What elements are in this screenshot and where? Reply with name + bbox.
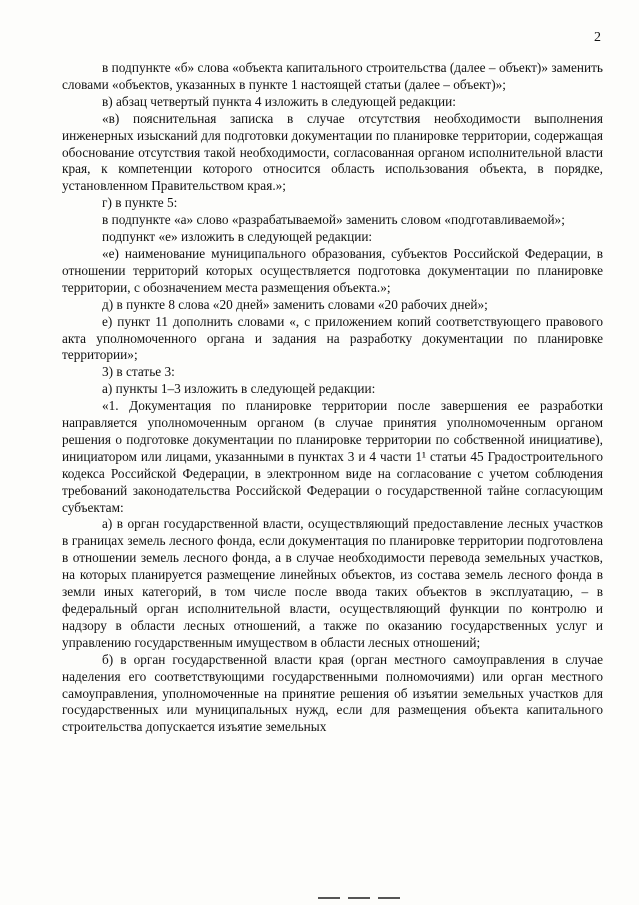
paragraph: в подпункте «а» слово «разрабатываемой» заменить словом «подготавливаемой»; <box>102 212 565 228</box>
paragraph: г) в пункте 5: <box>102 195 178 211</box>
paragraph: в) абзац четвертый пункта 4 изложить в следующей редакции: <box>102 93 456 109</box>
footer-marks <box>318 897 400 899</box>
paragraph: а) в орган государственной власти, осуществляющий предоставление лесных участков в границах земель лесного фонда, если документация по планировке территории подготовлена в отношении земель лесного фонда, а в случае необходимости перевода земельных участков, на которых планируется размещение линейных объектов, из состава земель лесного фонда в земли иных категорий, в том числе после ввода таких объектов в эксплуатацию, – в федеральный орган исполнительной власти, осуществляющий функции по контролю и надзору в области лесных отношений, а также по оказанию государственных услуг и управлению государственным имуществом в области лесных отношений; <box>62 516 603 650</box>
paragraph: е) пункт 11 дополнить словами «, с приложением копий соответствующего правового акта уполномоченного органа и задания на разработку документации по планировке территории»; <box>62 313 603 363</box>
paragraph: а) пункты 1–3 изложить в следующей редакции: <box>102 381 376 397</box>
paragraph: «1. Документация по планировке территории после завершения ее разработки направляется уполномоченным органом (в случае принятия уполномоченным органом решения о подготовке документации по планировке территории по собственной инициативе), инициатором или лицами, указанными в пунктах 3 и 4 части 1¹ статьи 45 Градостроительного кодекса Российской Федерации, в электронном виде на согласование с учетом соблюдения требований законодательства Российской Федерации о государственной тайне согласующим субъектам: <box>62 398 603 515</box>
footer-mark <box>318 897 340 899</box>
paragraph: «е) наименование муниципального образования, субъектов Российской Федерации, в отношении территорий которых осуществляется подготовка документации по планировке территории, с обозначением места размещения объекта.»; <box>62 245 603 295</box>
paragraph: «в) пояснительная записка в случае отсутствия необходимости выполнения инженерных изысканий для подготовки документации по планировке территории, содержащая обоснование отсутствия такой необходимости, согласованная органом исполнительной власти края, к компетенции которого относится область использования объекта, в порядке, установленном Правительством края.»; <box>62 110 603 194</box>
paragraph: б) в орган государственной власти края (орган местного самоуправления в случае наделения его соответствующими государственными полномочиями) или орган местного самоуправления, уполномоченные на принятие решения об изъятии земельных участков для государственных или муниципальных нужд, если для размещения объекта капитального строительства допускается изъятие земельных <box>62 651 603 735</box>
footer-mark <box>378 897 400 899</box>
paragraph: в подпункте «б» слова «объекта капитального строительства (далее – объект)» заменить словами «объектов, указанных в пункте 1 настоящей статьи (далее – объект)»; <box>62 60 603 92</box>
paragraph: 3) в статье 3: <box>102 364 175 380</box>
paragraph: подпункт «е» изложить в следующей редакции: <box>102 229 373 245</box>
paragraph: д) в пункте 8 слова «20 дней» заменить словами «20 рабочих дней»; <box>102 296 488 312</box>
document-body <box>62 60 603 736</box>
footer-mark <box>348 897 370 899</box>
page-number: 2 <box>594 30 601 45</box>
